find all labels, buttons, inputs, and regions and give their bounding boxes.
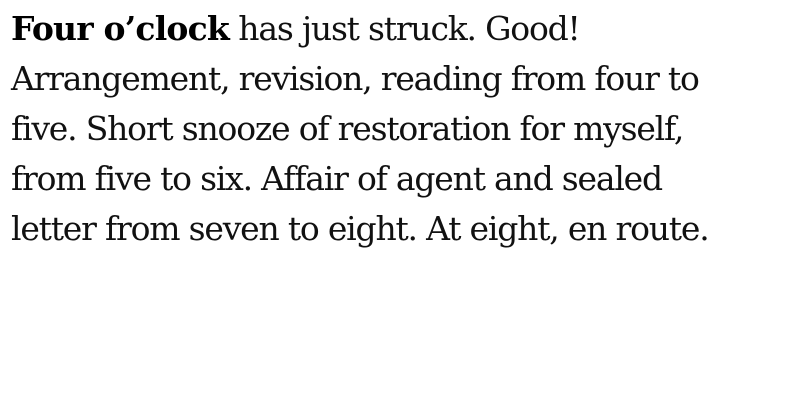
text-line-1 <box>11 4 791 54</box>
text-line-2: Arrangement, revision, reading from four to <box>11 59 699 98</box>
text-line-3: five. Short snooze of restoration for myself, <box>11 109 684 148</box>
passage <box>11 4 791 254</box>
lead-phrase: Four o’clock <box>11 9 230 48</box>
text-line-4: from five to six. Affair of agent and sealed <box>11 159 662 198</box>
text-line-5: letter from seven to eight. At eight, en route. <box>11 209 709 248</box>
line-1-rest: has just struck. Good! <box>229 9 580 48</box>
